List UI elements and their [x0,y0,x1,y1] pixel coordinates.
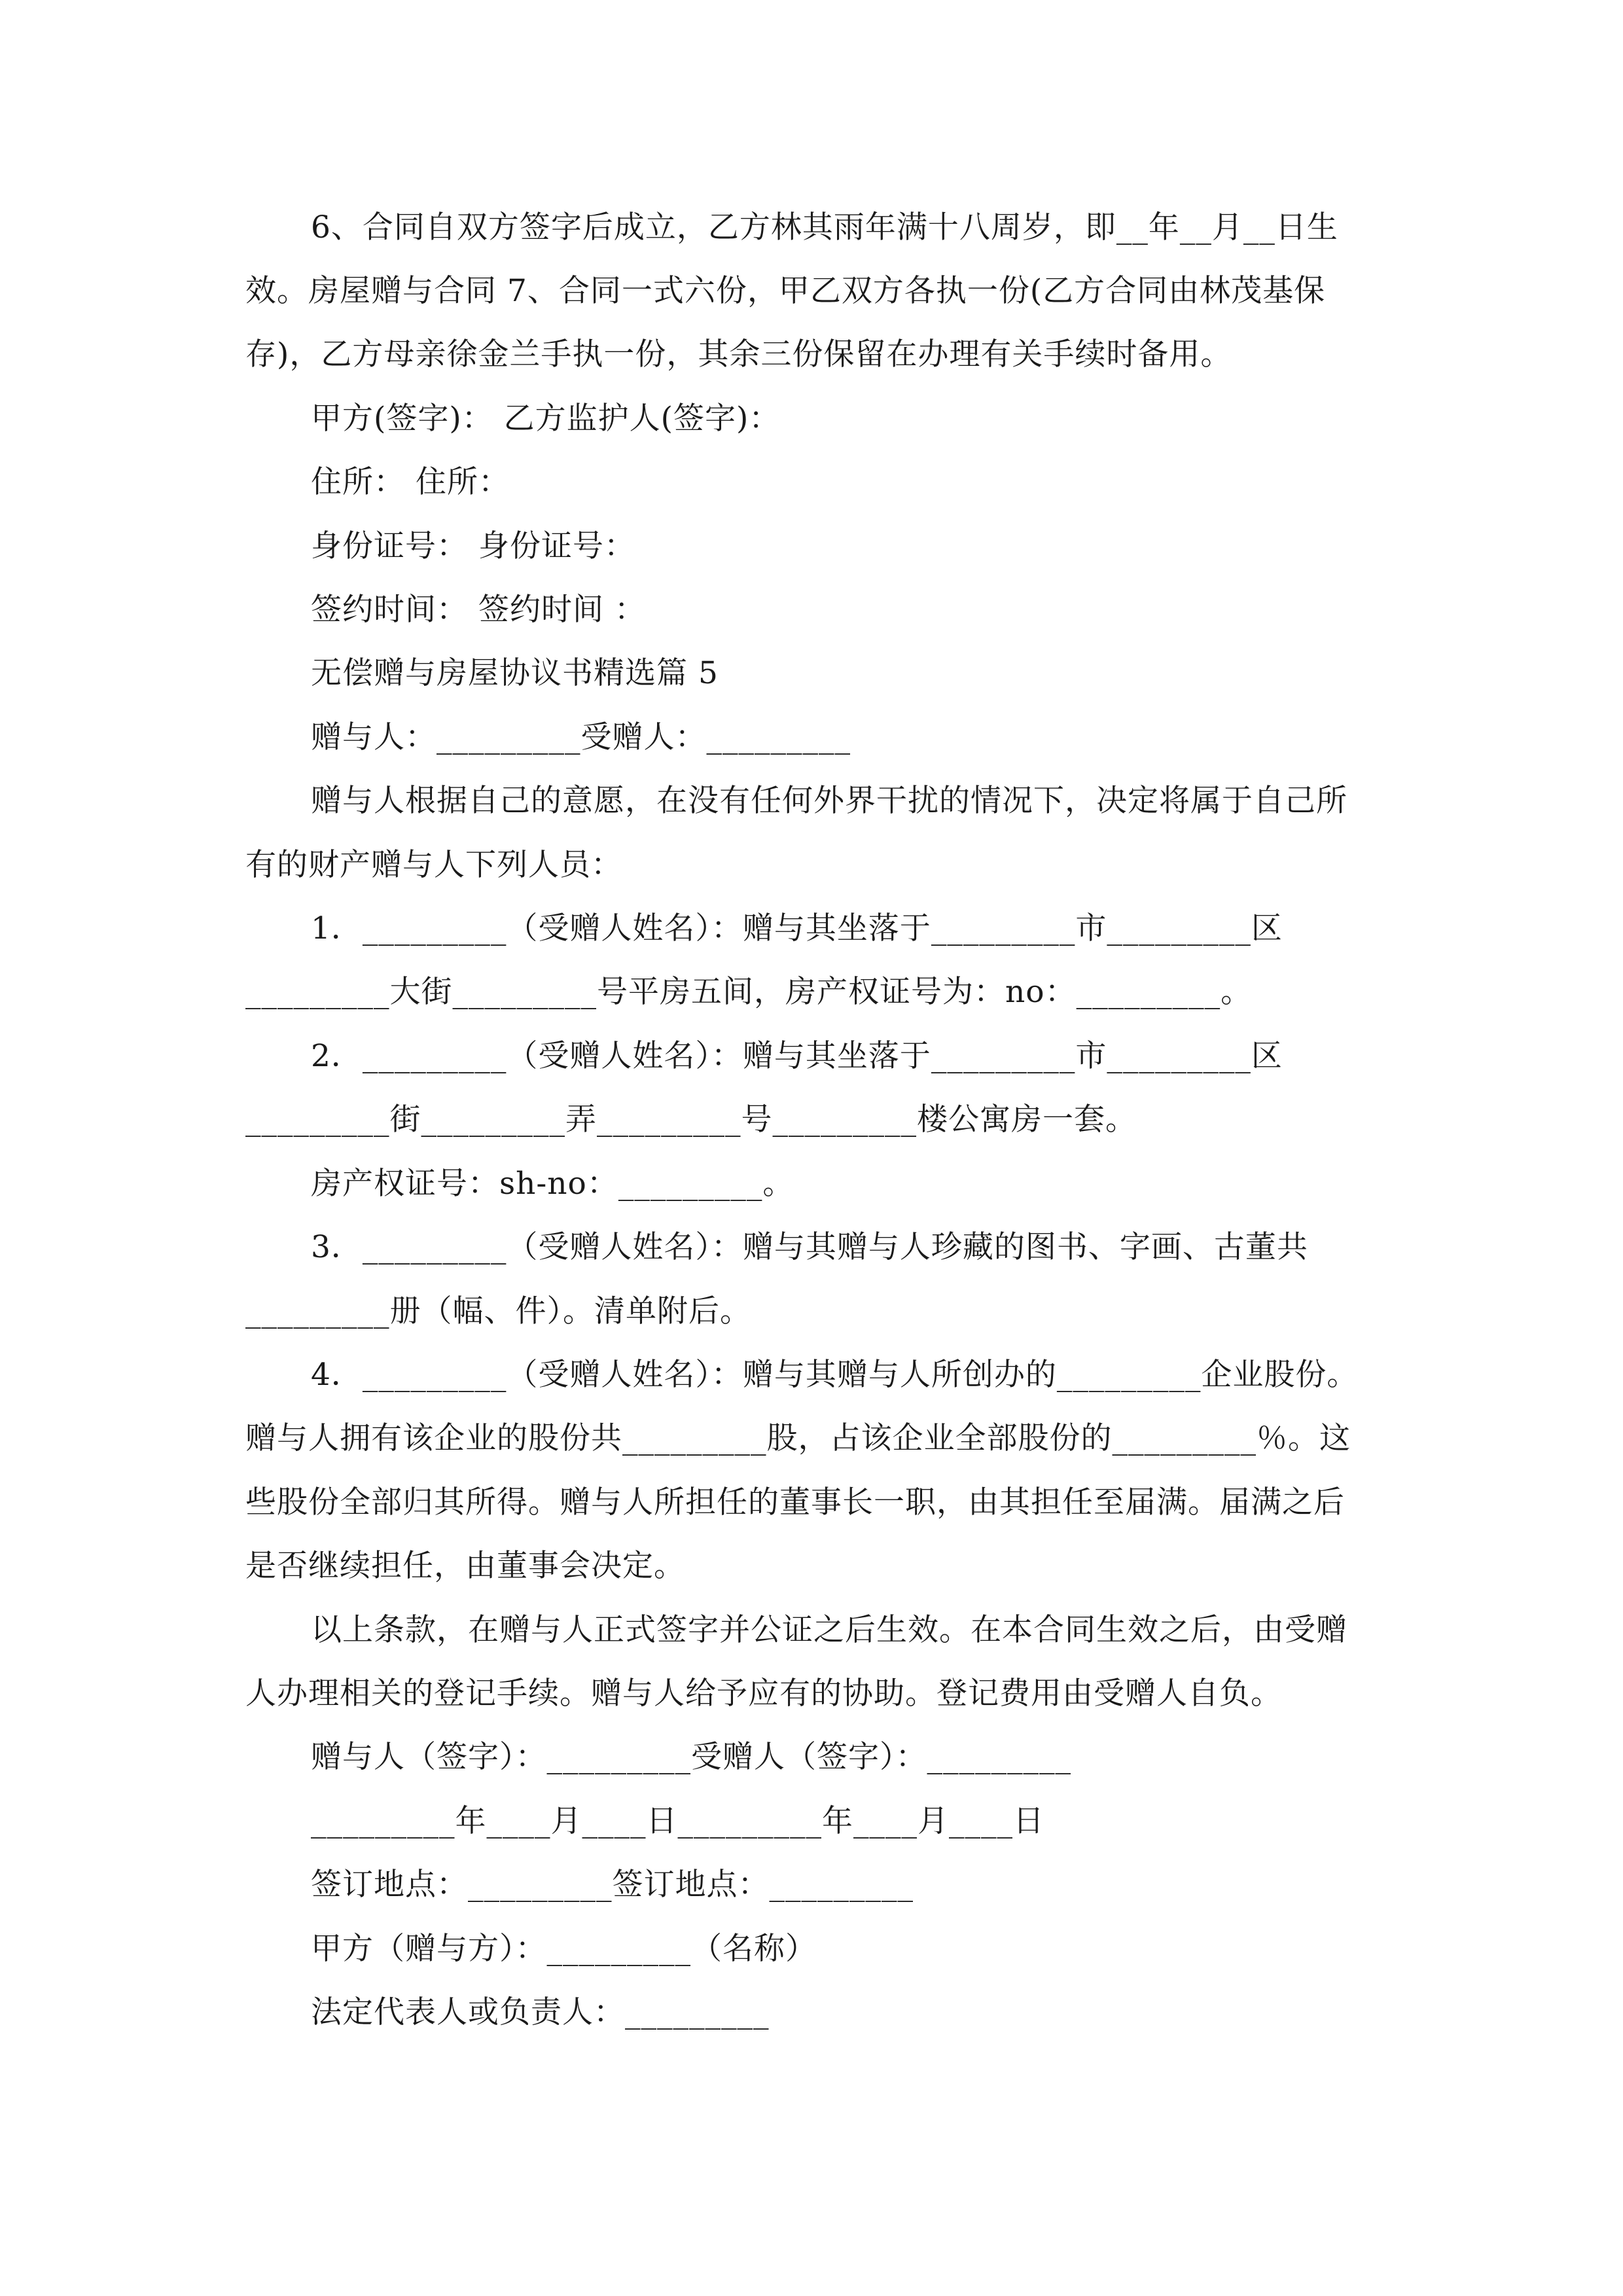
address-line: 住所： 住所： [311,464,510,500]
date-line: _________年____月____日_________年____月____日 [311,1803,1044,1839]
signature-line: 赠与人（签字）：_________受赠人（签字）：_________ [311,1739,1071,1775]
id-number-line: 身份证号： 身份证号： [311,528,635,564]
parties-line: 赠与人：_________受赠人：_________ [311,719,851,755]
clause-line: 是否继续担任，由董事会决定。 [245,1548,685,1584]
signing-place-line: 签订地点：_________签订地点：_________ [311,1867,914,1903]
legal-representative-line: 法定代表人或负责人：_________ [311,1994,770,2030]
section-title: 无偿赠与房屋协议书精选篇 5 [311,655,719,691]
clause-line: 3．_________（受赠人姓名）：赠与其赠与人珍藏的图书、字画、古董共 [311,1229,1308,1265]
paragraph-line: 以上条款，在赠与人正式签字并公证之后生效。在本合同生效之后，由受赠 [311,1612,1347,1648]
paragraph-line: 人办理相关的登记手续。赠与人给予应有的协助。登记费用由受赠人自负。 [245,1676,1282,1712]
clause-line: _________册（幅、件）。清单附后。 [245,1293,751,1329]
clause-line: 些股份全部归其所得。赠与人所担任的董事长一职，由其担任至届满。届满之后 [245,1484,1345,1520]
paragraph-line: 赠与人根据自己的意愿，在没有任何外界干扰的情况下，决定将属于自己所 [311,783,1347,819]
clause-line: _________大街_________号平房五间，房产权证号为：no：_________。 [245,974,1253,1010]
party-a-line: 甲方（赠与方）：_________（名称） [311,1931,817,1967]
clause-line: _________街_________弄_________号_________楼公寓房一套。 [245,1102,1137,1138]
clause-line: 4．_________（受赠人姓名）：赠与其赠与人所创办的_________企业股份。 [311,1357,1359,1393]
signature-line: 甲方(签字)： 乙方监护人(签字)： [311,401,781,437]
paragraph-line: 6、合同自双方签字后成立，乙方林其雨年满十八周岁，即__年__月__日生 [311,209,1338,245]
clause-line: 赠与人拥有该企业的股份共_________股，占该企业全部股份的_________％。这 [245,1420,1351,1456]
paragraph-line: 有的财产赠与人下列人员： [245,847,622,883]
clause-line: 房产权证号：sh-no：_________。 [311,1166,794,1202]
signing-time-line: 签约时间： 签约时间 ： [311,592,646,628]
clause-line: 1．_________（受赠人姓名）：赠与其坐落于_________市_________区 [311,910,1283,946]
paragraph-line: 存)，乙方母亲徐金兰手执一份，其余三份保留在办理有关手续时备用。 [245,336,1232,372]
paragraph-line: 效。房屋赠与合同 7、合同一式六份，甲乙双方各执一份(乙方合同由林茂基保 [245,273,1326,309]
clause-line: 2．_________（受赠人姓名）：赠与其坐落于_________市_________区 [311,1038,1283,1074]
